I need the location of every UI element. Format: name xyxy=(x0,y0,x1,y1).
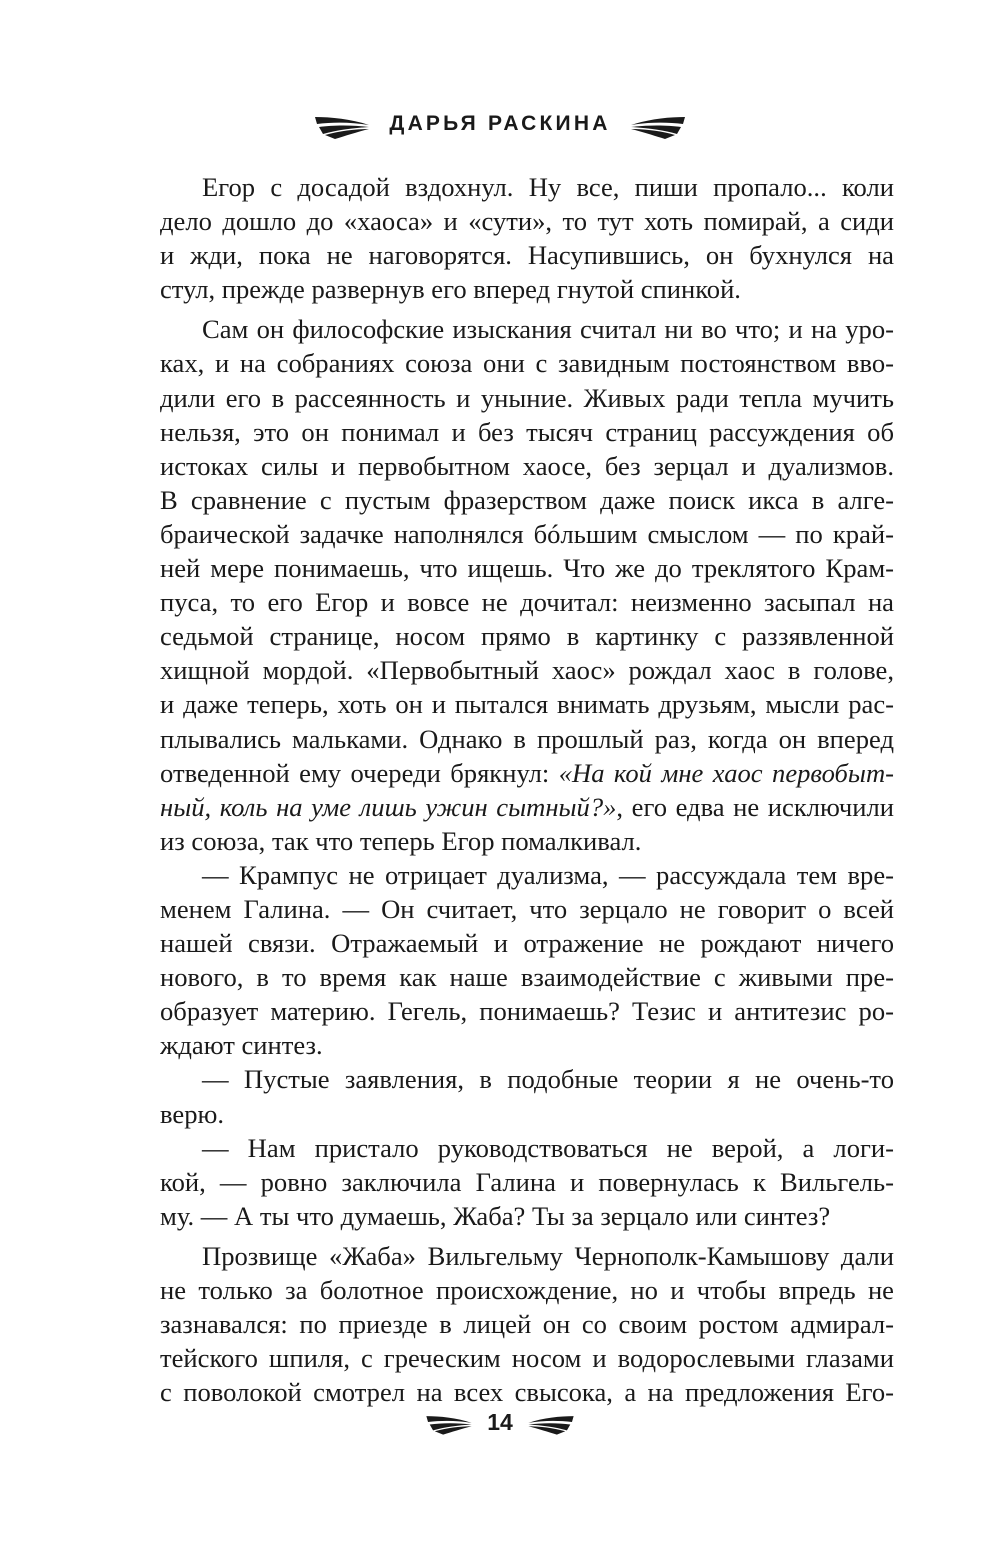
text-line: ждают синтез. xyxy=(160,1030,323,1061)
book-text xyxy=(160,170,894,1409)
text-line: — Нам пристало руководствоваться не верой, а логи- xyxy=(202,1132,894,1163)
text-line: с поволокой смотрел на всех свысока, а на предложения Его- xyxy=(160,1377,894,1408)
text-line: пуса, то его Егор и вовсе не дочитал: неизменно засыпал на xyxy=(160,587,894,618)
text-line: тейского шпиля, с греческим носом и водорослевыми глазами xyxy=(160,1343,894,1374)
text-line: дело дошло до «хаоса» и «сути», то тут хоть помирай, а сиди xyxy=(160,206,894,237)
swoosh-ornament-icon xyxy=(525,1409,577,1435)
text-line xyxy=(160,756,894,790)
text-line: из союза, так что теперь Егор помалкивал. xyxy=(160,825,642,856)
text-line: плывались мальками. Однако в прошлый раз, когда он вперед xyxy=(160,723,894,754)
swoosh-ornament-icon xyxy=(311,109,373,139)
text-line: зазнавался: по приезде в лицей он со своим ростом адмирал- xyxy=(160,1309,894,1340)
italic-quote: ный, коль на уме лишь ужин сытный?» xyxy=(160,791,617,822)
text-line: истоках силы и первобытном хаосе, без зерцал и дуализмов. xyxy=(160,450,894,481)
text-line: Егор с досадой вздохнул. Ну все, пиши пропало... коли xyxy=(202,172,894,202)
author-name: ДАРЬЯ РАСКИНА xyxy=(389,112,611,135)
text-line: Сам он философские изыскания считал ни во что; и на уро- xyxy=(202,314,894,345)
text-line: — Крампус не отрицает дуализма, — рассуждала тем вре- xyxy=(202,859,894,890)
text-line: менем Галина. — Он считает, что зерцало не говорит о всей xyxy=(160,893,894,924)
text-segment: , его едва не исключили xyxy=(616,791,894,822)
text-line: седьмой странице, носом прямо в картинку с раззявленной xyxy=(160,621,894,652)
text-line: ней мере понимаешь, что ищешь. Что же до треклятого Крам- xyxy=(160,553,894,584)
text-line: стул, прежде развернув его вперед гнутой спинкой. xyxy=(160,274,741,305)
text-line: нового, в то время как наше взаимодействие с живыми пре- xyxy=(160,962,894,993)
text-line: и жди, пока не наговорятся. Насупившись, он бухнулся на xyxy=(160,240,894,271)
italic-quote: «На кой мне хаос первобыт- xyxy=(558,757,894,788)
text-line: браической задачке наполнялся бóльшим смыслом — по край- xyxy=(160,518,894,549)
text-line: не только за болотное происхождение, но и чтобы впредь не xyxy=(160,1275,894,1305)
text-line: хищной мордой. «Первобытный хаос» рождал хаос в голове, xyxy=(160,655,894,686)
swoosh-ornament-icon xyxy=(423,1409,475,1435)
text-line: В сравнение с пустым фразерством даже поиск икса в алге- xyxy=(160,484,894,515)
text-segment: отведенной ему очереди брякнул: xyxy=(160,757,550,788)
page-number: 14 xyxy=(487,1408,513,1435)
text-line xyxy=(160,790,894,824)
text-line: Прозвище «Жаба» Вильгельму Чернополк-Камышову дали xyxy=(202,1240,894,1271)
text-line: дили его в рассеянность и уныние. Живых ради тепла мучить xyxy=(160,382,894,413)
running-header xyxy=(0,102,1000,146)
text-line: образует материю. Гегель, понимаешь? Тезис и антитезис ро- xyxy=(160,996,894,1027)
swoosh-ornament-icon xyxy=(627,109,689,139)
text-line: ках, и на собраниях союза они с завидным постоянством вво- xyxy=(160,348,894,379)
text-line: — Пустые заявления, в подобные теории я не очень-то xyxy=(202,1064,894,1095)
text-line: нашей связи. Отражаемый и отражение не рождают ничего xyxy=(160,928,894,959)
text-line: кой, — ровно заключила Галина и повернулась к Вильгель- xyxy=(160,1166,894,1197)
page-footer xyxy=(0,1402,1000,1442)
text-line: му. — А ты что думаешь, Жаба? Ты за зерцало или синтез? xyxy=(160,1200,831,1231)
text-line: верю. xyxy=(160,1098,225,1129)
text-line: нельзя, это он понимал и без тысяч страниц рассуждения об xyxy=(160,416,894,447)
text-line: и даже теперь, хоть он и пытался внимать друзьям, мысли рас- xyxy=(160,689,894,720)
